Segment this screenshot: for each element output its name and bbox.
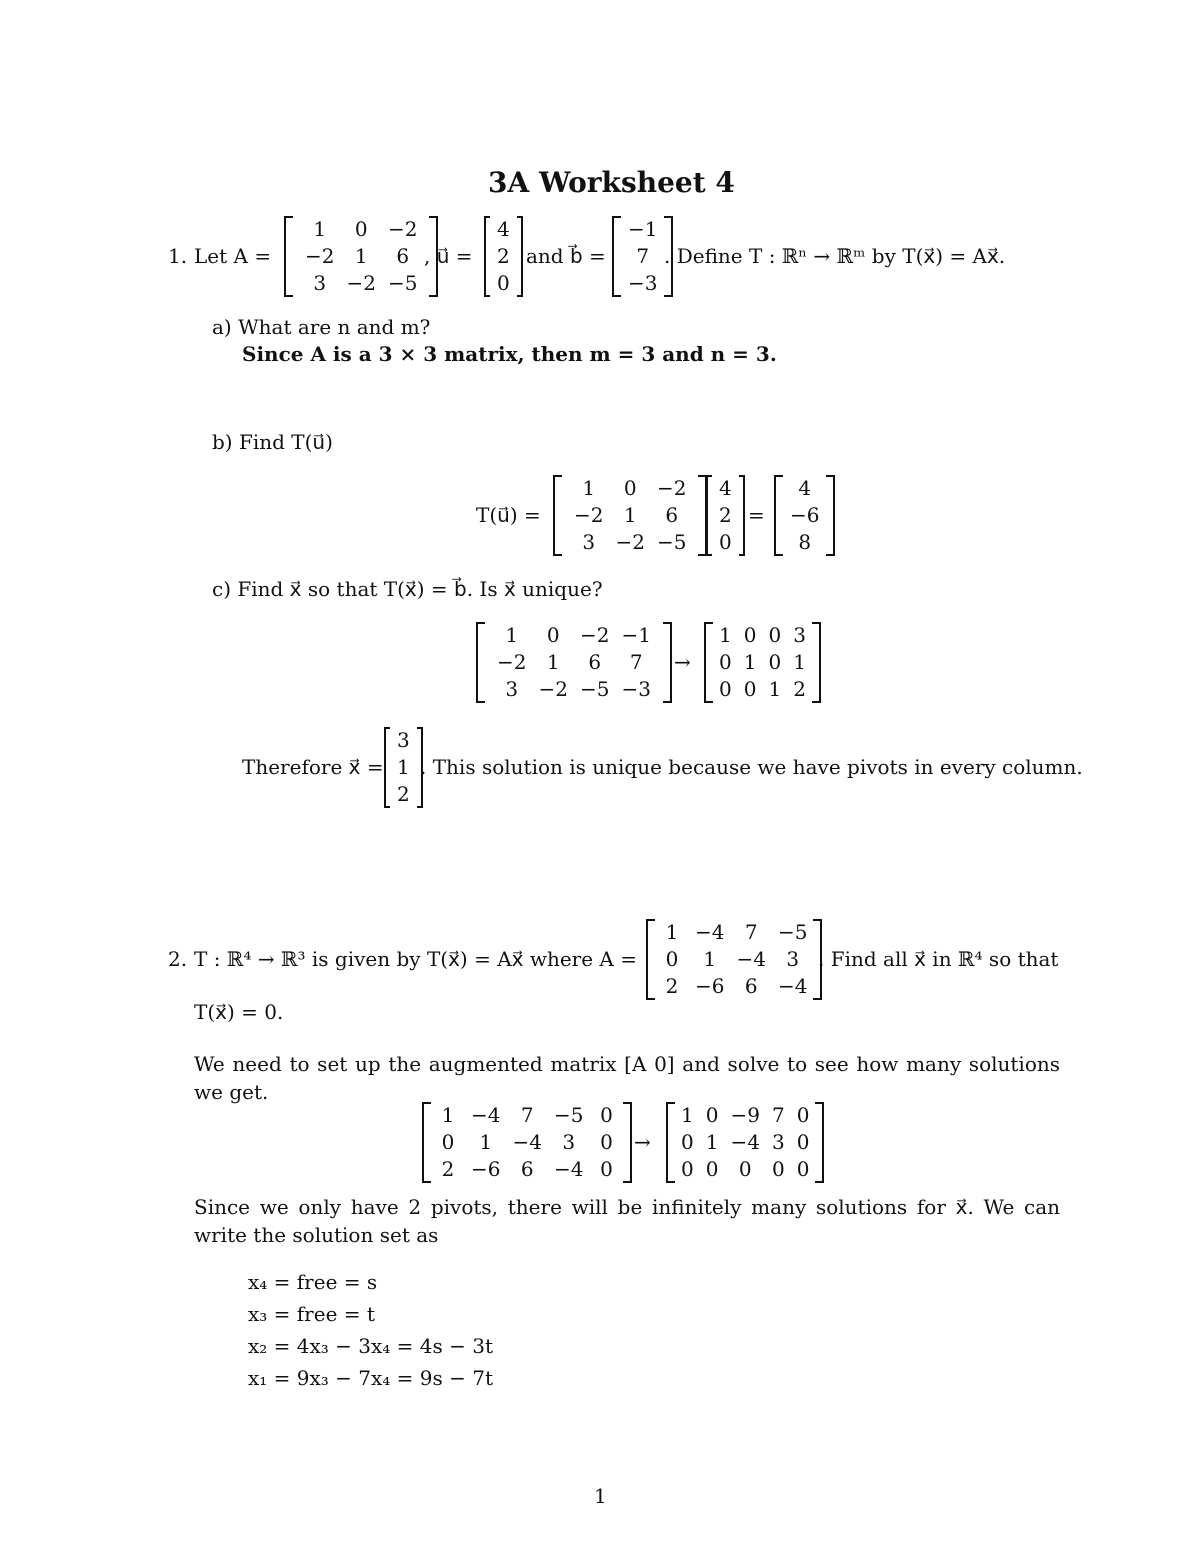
matrix-cell: 2: [497, 244, 510, 268]
matrix-cell: 0: [600, 1130, 613, 1154]
matrix-cell: 7: [771, 1103, 785, 1127]
matrix-cell: 0: [623, 476, 637, 500]
matrix-cell: −4: [777, 974, 808, 998]
rref-matrix-q1: [704, 622, 821, 703]
q2-since-paragraph: Since we only have 2 pivots, there will be infinitely many solutions for x⃗. We can write the solution set as: [194, 1195, 1060, 1247]
matrix-cell: 0: [681, 1130, 694, 1154]
matrix-cell: −2: [574, 503, 604, 527]
matrix-cell: 1: [546, 650, 560, 674]
q1a-answer: Since A is a 3 × 3 matrix, then m = 3 and n = 3.: [242, 342, 777, 366]
matrix-cell: 2: [793, 677, 806, 701]
matrix-cell: 1: [665, 920, 679, 944]
matrix-cell: −3: [628, 271, 658, 295]
matrix-cell: 0: [354, 217, 368, 241]
matrix-cell: 3: [313, 271, 327, 295]
matrix-cell: −5: [777, 920, 808, 944]
matrix-cell: −4: [730, 1130, 760, 1154]
augmented-matrix-q1-grid: [485, 622, 663, 703]
matrix-cell: −6: [790, 503, 820, 527]
matrix-cell: 8: [798, 530, 812, 554]
row-reduce-arrow-q2: →: [634, 1130, 651, 1154]
matrix-cell: 1: [313, 217, 327, 241]
matrix-cell: 3: [505, 677, 519, 701]
matrix-cell: 1: [681, 1103, 694, 1127]
matrix-cell: −6: [471, 1157, 501, 1181]
q1b-question: b) Find T(u⃗): [212, 430, 333, 454]
matrix-cell: 1: [397, 755, 410, 779]
matrix-cell: 3: [786, 947, 800, 971]
augmented-matrix-q2-grid: [431, 1102, 623, 1183]
matrix-cell: 0: [719, 650, 732, 674]
matrix-cell: 3: [397, 728, 410, 752]
vector-b-grid: [621, 216, 664, 297]
q2-number: 2.: [168, 947, 188, 971]
matrix-cell: 6: [396, 244, 410, 268]
page-title: 3A Worksheet 4: [488, 166, 735, 199]
matrix-cell: 0: [705, 1103, 719, 1127]
matrix-cell: 0: [600, 1157, 613, 1181]
q2-find-all: . Find all x⃗ in ℝ⁴ so that: [818, 947, 1059, 971]
matrix-cell: 6: [588, 650, 602, 674]
matrix-cell: 1: [505, 623, 519, 647]
q1c-therefore: Therefore x⃗ =: [242, 755, 384, 779]
matrix-cell: 1: [793, 650, 806, 674]
matrix-cell: 0: [768, 623, 782, 647]
matrix-cell: 3: [582, 530, 596, 554]
q2-setup-paragraph: We need to set up the augmented matrix [A 0] and solve to see how many solutions we get.: [194, 1052, 1060, 1104]
matrix-cell: 0: [796, 1157, 810, 1181]
matrix-cell: 0: [546, 623, 560, 647]
matrix-cell: 1: [743, 650, 757, 674]
page-number: 1: [594, 1484, 607, 1508]
matrix-cell: 3: [562, 1130, 576, 1154]
matrix-cell: −1: [628, 217, 658, 241]
matrix-cell: 1: [441, 1103, 455, 1127]
matrix-cell: 0: [665, 947, 679, 971]
rref-matrix-q2-grid: [675, 1102, 815, 1183]
matrix-cell: 0: [743, 623, 757, 647]
matrix-cell: −2: [538, 677, 568, 701]
matrix-cell: 2: [719, 503, 732, 527]
matrix-cell: 6: [665, 503, 679, 527]
matrix-cell: 0: [497, 271, 510, 295]
matrix-cell: −5: [553, 1103, 584, 1127]
q2-tx-zero: T(x⃗) = 0.: [194, 1000, 284, 1024]
matrix-cell: −2: [387, 217, 418, 241]
vector-tu-result-grid: [783, 475, 826, 556]
matrix-cell: 7: [744, 920, 758, 944]
vector-x-solution: [384, 727, 423, 808]
matrix-cell: −2: [497, 650, 527, 674]
matrix-cell: 1: [623, 503, 637, 527]
matrix-a-q2: [646, 919, 822, 1000]
matrix-cell: 0: [705, 1157, 719, 1181]
matrix-cell: −9: [730, 1103, 760, 1127]
matrix-cell: 0: [771, 1157, 785, 1181]
matrix-cell: 2: [441, 1157, 455, 1181]
solution-line-x3: x₃ = free = t: [248, 1302, 375, 1326]
matrix-cell: 7: [629, 650, 643, 674]
matrix-cell: −4: [553, 1157, 584, 1181]
matrix-cell: −4: [695, 920, 725, 944]
matrix-cell: −6: [695, 974, 725, 998]
vector-x-solution-grid: [390, 727, 417, 808]
matrix-cell: 4: [798, 476, 812, 500]
matrix-cell: 1: [479, 1130, 493, 1154]
vector-tu-result: [774, 475, 835, 556]
matrix-cell: 1: [705, 1130, 719, 1154]
matrix-a: [284, 216, 438, 297]
matrix-cell: 6: [520, 1157, 534, 1181]
matrix-cell: 3: [771, 1130, 785, 1154]
matrix-cell: 0: [796, 1103, 810, 1127]
matrix-cell: 2: [397, 782, 410, 806]
q1-let-a: Let A =: [194, 244, 272, 268]
matrix-cell: −2: [656, 476, 687, 500]
solution-line-x2: x₂ = 4x₃ − 3x₄ = 4s − 3t: [248, 1334, 493, 1358]
matrix-cell: 0: [738, 1157, 752, 1181]
matrix-cell: −5: [579, 677, 610, 701]
augmented-matrix-q2: [422, 1102, 632, 1183]
u-vector-label: , u⃗ =: [424, 244, 473, 268]
matrix-cell: −1: [621, 623, 651, 647]
vector-u-repeat-grid: [712, 475, 739, 556]
matrix-cell: 1: [768, 677, 782, 701]
q2-intro: T : ℝ⁴ → ℝ³ is given by T(x⃗) = Ax⃗ where A =: [194, 947, 637, 971]
matrix-cell: −5: [387, 271, 418, 295]
row-reduce-arrow-q1: →: [674, 650, 691, 674]
solution-line-x4: x₄ = free = s: [248, 1270, 378, 1294]
matrix-cell: 0: [681, 1157, 694, 1181]
matrix-cell: 0: [719, 530, 732, 554]
matrix-cell: 1: [703, 947, 717, 971]
matrix-a-repeat: [553, 475, 707, 556]
matrix-cell: 0: [796, 1130, 810, 1154]
matrix-cell: −5: [656, 530, 687, 554]
matrix-cell: 2: [665, 974, 679, 998]
matrix-cell: −3: [621, 677, 651, 701]
matrix-cell: −2: [579, 623, 610, 647]
matrix-cell: 0: [600, 1103, 613, 1127]
matrix-cell: 4: [497, 217, 510, 241]
b-vector-label: and b⃗ =: [526, 244, 606, 268]
matrix-cell: 1: [354, 244, 368, 268]
matrix-cell: 7: [520, 1103, 534, 1127]
matrix-cell: 0: [743, 677, 757, 701]
matrix-cell: −4: [471, 1103, 501, 1127]
matrix-cell: 1: [719, 623, 732, 647]
vector-u-repeat: [706, 475, 745, 556]
vector-u-grid: [490, 216, 517, 297]
matrix-cell: 1: [582, 476, 596, 500]
q1b-equals: =: [748, 503, 765, 527]
q1a-question: a) What are n and m?: [212, 315, 431, 339]
vector-u: [484, 216, 523, 297]
matrix-cell: 3: [793, 623, 806, 647]
matrix-cell: −2: [346, 271, 376, 295]
matrix-cell: 0: [768, 650, 782, 674]
q1-define-t: . Define T : ℝⁿ → ℝᵐ by T(x⃗) = Ax⃗.: [664, 244, 1006, 268]
matrix-cell: 4: [719, 476, 732, 500]
matrix-cell: 0: [719, 677, 732, 701]
matrix-cell: 6: [744, 974, 758, 998]
matrix-cell: 7: [636, 244, 650, 268]
solution-line-x1: x₁ = 9x₃ − 7x₄ = 9s − 7t: [248, 1366, 493, 1390]
matrix-cell: −4: [736, 947, 766, 971]
q1b-lhs: T(u⃗) =: [476, 503, 541, 527]
matrix-a-repeat-grid: [562, 475, 698, 556]
q1c-unique-text: . This solution is unique because we have pivots in every column.: [420, 755, 1083, 779]
matrix-cell: −4: [512, 1130, 542, 1154]
rref-matrix-q2: [666, 1102, 824, 1183]
q1c-question: c) Find x⃗ so that T(x⃗) = b⃗. Is x⃗ unique?: [212, 577, 603, 601]
q1-number: 1.: [168, 244, 188, 268]
rref-matrix-q1-grid: [713, 622, 812, 703]
matrix-a-q2-grid: [655, 919, 813, 1000]
matrix-cell: 0: [441, 1130, 455, 1154]
matrix-cell: −2: [615, 530, 645, 554]
matrix-a-grid: [293, 216, 429, 297]
matrix-cell: −2: [305, 244, 335, 268]
augmented-matrix-q1: [476, 622, 672, 703]
